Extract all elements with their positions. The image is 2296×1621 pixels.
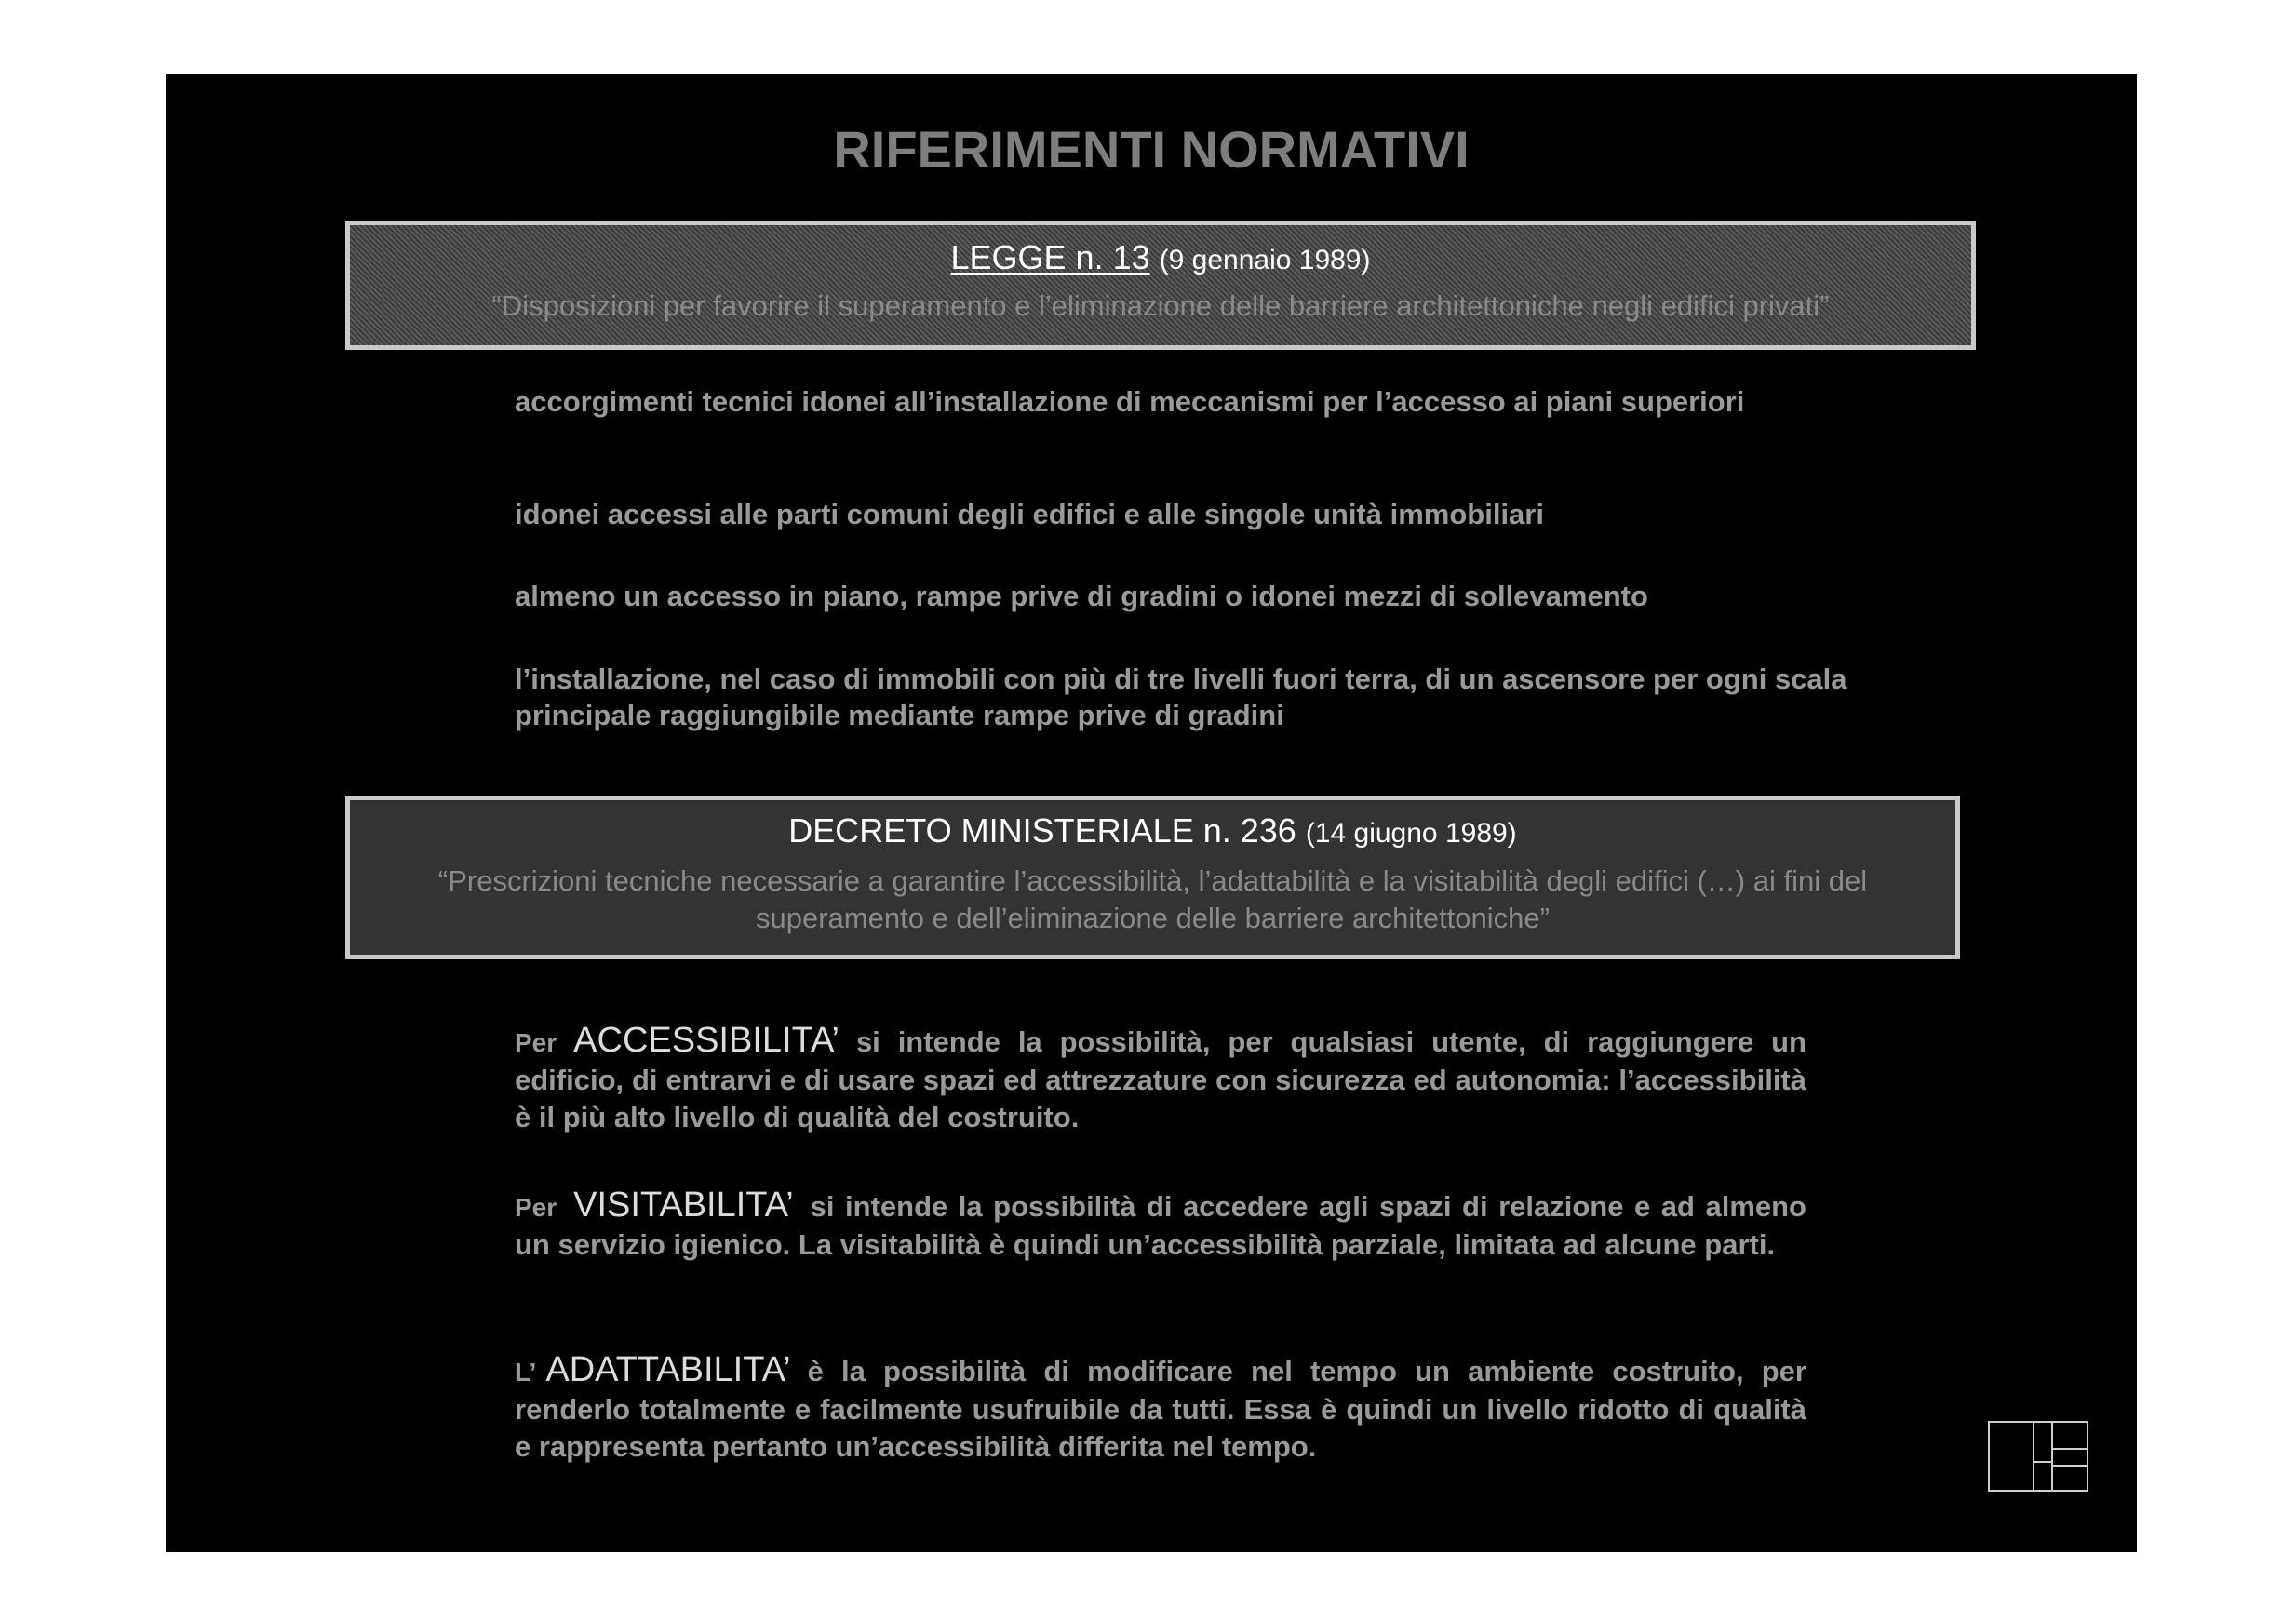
law-heading bbox=[350, 811, 1955, 853]
definition-prefix: Per bbox=[515, 1028, 557, 1057]
law-box-dm-236 bbox=[345, 796, 1960, 959]
definition-visitabilita bbox=[515, 1186, 1806, 1264]
law-date: (14 giugno 1989) bbox=[1305, 818, 1517, 849]
requirement-item: accorgimenti tecnici idonei all’installazione di meccanismi per l’accesso ai piani superiori bbox=[515, 385, 1745, 418]
requirement-item: l’installazione, nel caso di immobili con più di tre livelli fuori terra, di un ascensore per ogni scala principale raggiungibile mediante rampe prive di gradini bbox=[515, 663, 1847, 731]
definition-text: si intende la possibilità, per qualsiasi utente, di raggiungere un edificio, di entrarvi e di usare spazi ed attrezzature con sicurezza ed autonomia: l’accessibilità è il più alto livello di qualità del costruito. bbox=[515, 1025, 1806, 1133]
law-date: (9 gennaio 1989) bbox=[1159, 245, 1371, 275]
definition-accessibilita bbox=[515, 1022, 1806, 1136]
requirement-item: idonei accessi alle parti comuni degli edifici e alle singole unità immobiliari bbox=[515, 498, 1544, 530]
law-subtitle: “Disposizioni per favorire il superamento e l’eliminazione delle barriere architettoniche negli edifici privati” bbox=[491, 289, 1830, 322]
definition-text: è la possibilità di modificare nel tempo un ambiente costruito, per renderlo totalmente e facilmente usufruibile da tutti. Essa è quindi un livello ridotto di qualità e rappresenta pertanto un’accessibilità differita nel tempo. bbox=[515, 1355, 1806, 1463]
law-name: LEGGE n. 13 bbox=[950, 238, 1150, 276]
requirement-item: almeno un accesso in piano, rampe prive di gradini o idonei mezzi di sollevamento bbox=[515, 580, 1648, 612]
definition-prefix: L’ bbox=[515, 1358, 537, 1387]
definition-prefix: Per bbox=[515, 1193, 557, 1222]
law-name: DECRETO MINISTERIALE n. 236 bbox=[788, 811, 1296, 850]
page-title: RIFERIMENTI NORMATIVI bbox=[833, 120, 1470, 179]
law-subtitle: “Prescrizioni tecniche necessarie a garantire l’accessibilità, l’adattabilità e la visitabilità degli edifici (…) ai fini del superamento e dell’eliminazione delle barriere architettoniche” bbox=[437, 864, 1868, 934]
law-box-legge-13 bbox=[345, 221, 1976, 350]
slide bbox=[166, 74, 2137, 1552]
definition-adattabilita bbox=[515, 1351, 1806, 1466]
grid-logo-icon bbox=[1988, 1421, 2088, 1492]
definition-term: ADATTABILITA’ bbox=[545, 1350, 791, 1389]
definition-term: VISITABILITA’ bbox=[573, 1186, 794, 1225]
definition-term: ACCESSIBILITA’ bbox=[573, 1021, 839, 1060]
definition-text: si intende la possibilità di accedere agli spazi di relazione e ad almeno un servizio igienico. La visitabilità è quindi un’accessibilità parziale, limitata ad alcune parti. bbox=[515, 1190, 1806, 1261]
law-heading bbox=[350, 238, 1971, 280]
